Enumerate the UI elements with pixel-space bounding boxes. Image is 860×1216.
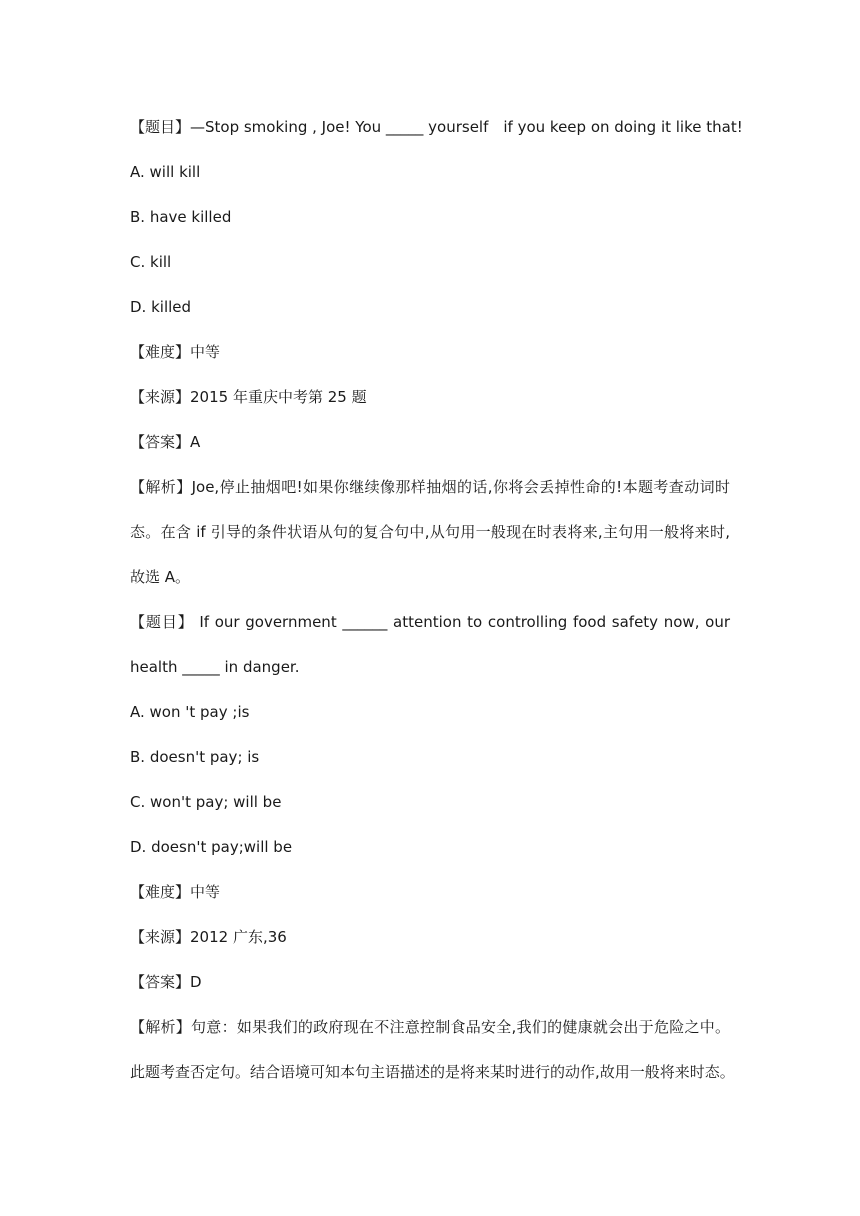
- question-2-option-d: D. doesn't pay;will be: [130, 838, 293, 856]
- question-2-option-c: C. won't pay; will be: [130, 793, 282, 811]
- question-1-prompt: 【题目】—Stop smoking , Joe! You _____ yourself if you keep on doing it like that!: [130, 118, 743, 136]
- question-1-analysis-line-1: 【解析】Joe,停止抽烟吧!如果你继续像那样抽烟的话,你将会丢掉性命的!本题考查动词时: [130, 478, 730, 496]
- question-1-source: 【来源】2015 年重庆中考第 25 题: [130, 388, 367, 406]
- question-1-difficulty: 【难度】中等: [130, 343, 221, 361]
- question-2-prompt-line-1: 【题目】 If our government ______ attention to controlling food safety now, our: [130, 613, 730, 631]
- question-2-source: 【来源】2012 广东,36: [130, 928, 287, 946]
- question-1-analysis-line-2: 态。在含 if 引导的条件状语从句的复合句中,从句用一般现在时表将来,主句用一般将来时,: [130, 523, 730, 541]
- question-1-answer: 【答案】A: [130, 433, 201, 451]
- question-2-difficulty: 【难度】中等: [130, 883, 221, 901]
- question-2-analysis-line-2: 此题考查否定句。结合语境可知本句主语描述的是将来某时进行的动作,故用一般将来时态。: [130, 1063, 735, 1081]
- question-2-option-b: B. doesn't pay; is: [130, 748, 260, 766]
- question-1-option-b: B. have killed: [130, 208, 232, 226]
- question-1-option-c: C. kill: [130, 253, 172, 271]
- question-2-analysis-line-1: 【解析】句意：如果我们的政府现在不注意控制食品安全,我们的健康就会出于危险之中。: [130, 1018, 730, 1036]
- question-1-analysis-line-3: 故选 A。: [130, 568, 191, 586]
- question-1-option-a: A. will kill: [130, 163, 201, 181]
- question-2-option-a: A. won 't pay ;is: [130, 703, 250, 721]
- question-1-option-d: D. killed: [130, 298, 192, 316]
- question-2-answer: 【答案】D: [130, 973, 202, 991]
- question-2-prompt-line-2: health _____ in danger.: [130, 658, 300, 676]
